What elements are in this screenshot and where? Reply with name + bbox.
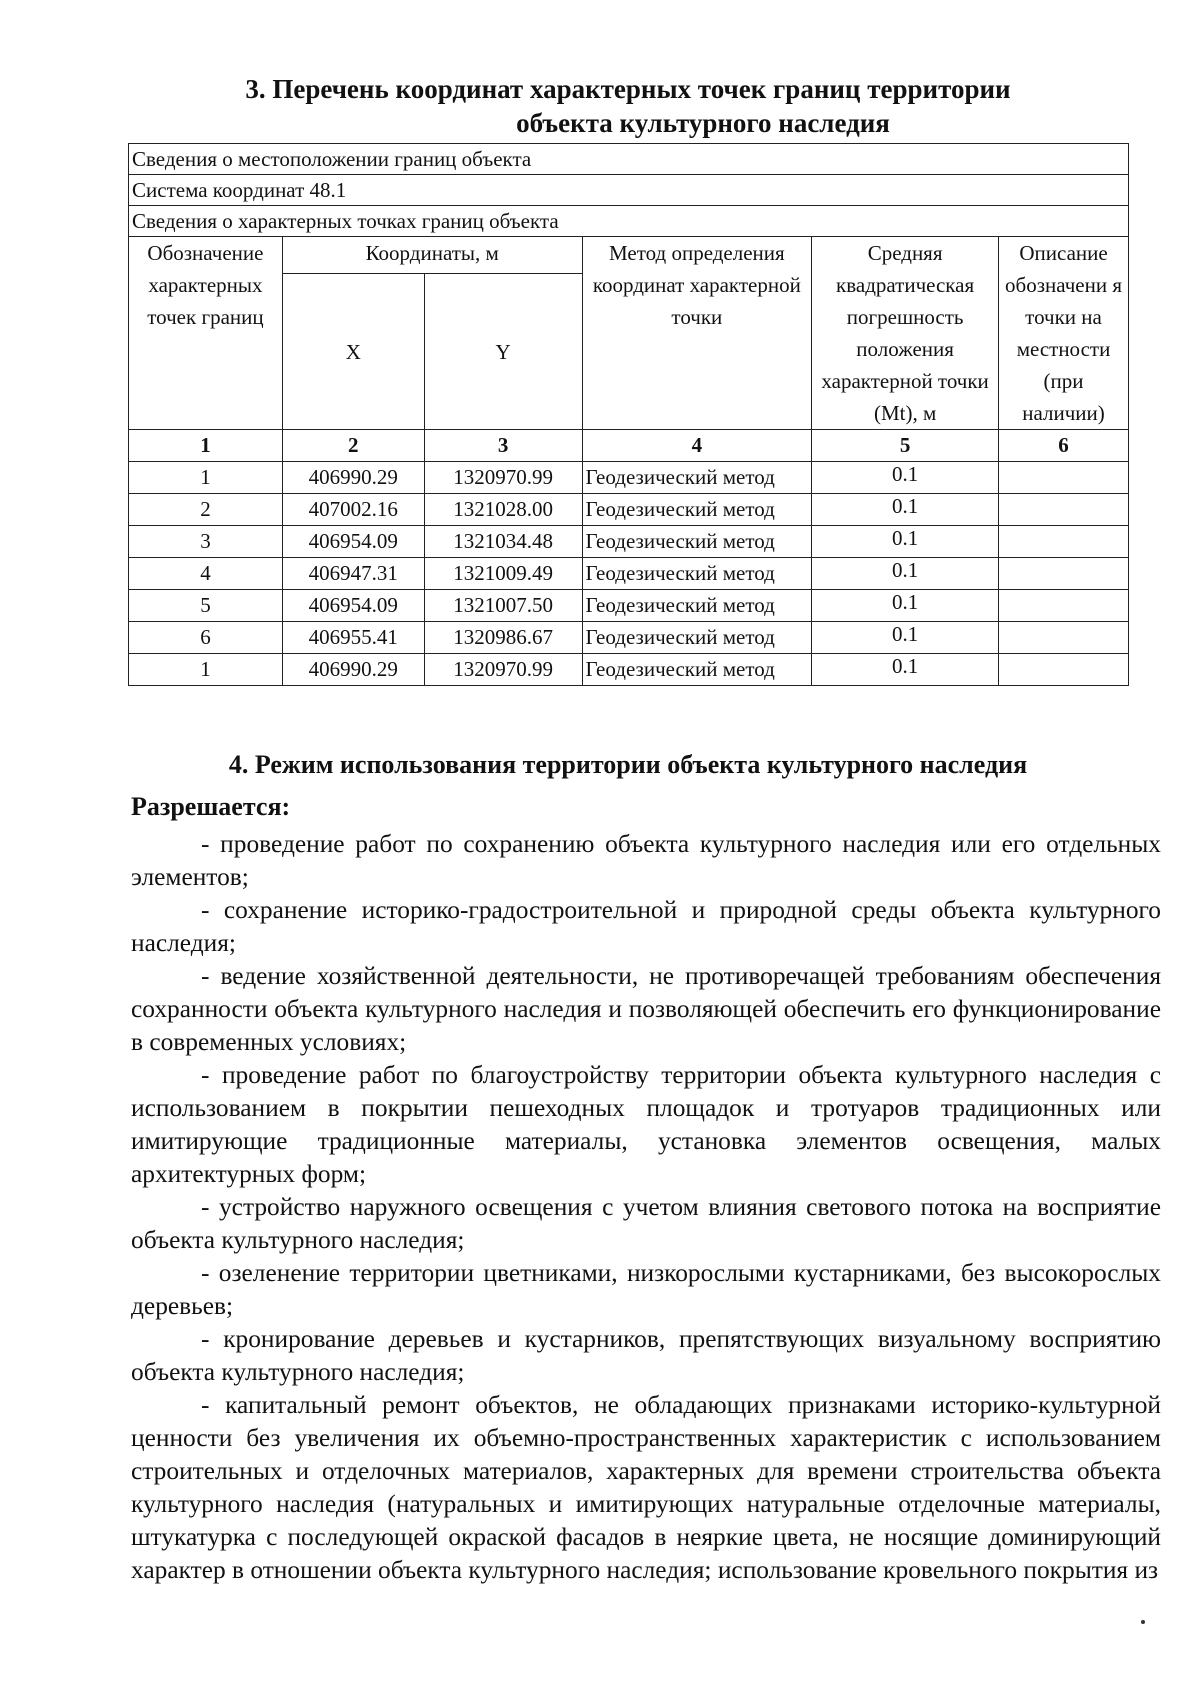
point-cell: 1 [129, 462, 283, 494]
list-item: - озеленение территории цветниками, низкорослыми кустарниками, без высокорослых деревьев; [131, 1259, 1161, 1320]
column-number: 4 [582, 430, 812, 462]
scan-speck [1141, 1620, 1145, 1624]
point-cell: 1 [129, 654, 283, 686]
table-row [129, 590, 1129, 622]
allowed-label: Разрешается: [131, 792, 291, 821]
y-cell: 1320970.99 [424, 462, 582, 494]
x-cell: 406990.29 [282, 654, 424, 686]
description-cell [999, 526, 1129, 558]
accuracy-cell: 0.1 [812, 526, 999, 558]
column-number: 3 [424, 430, 582, 462]
accuracy-cell: 0.1 [812, 622, 999, 654]
description-cell [999, 654, 1129, 686]
description-cell [999, 494, 1129, 526]
x-cell: 406954.09 [282, 590, 424, 622]
table-row [129, 494, 1129, 526]
row-coordinate-system: Система координат 48.1 [129, 175, 1129, 206]
point-cell: 3 [129, 526, 283, 558]
accuracy-cell: 0.1 [812, 590, 999, 622]
y-cell: 1321028.00 [424, 494, 582, 526]
x-cell: 406990.29 [282, 462, 424, 494]
column-number: 5 [812, 430, 999, 462]
column-number: 1 [129, 430, 283, 462]
list-item: - сохранение историко-градостроительной и природной среды объекта культурного наследия; [131, 896, 1161, 957]
y-cell: 1320970.99 [424, 654, 582, 686]
method-cell: Геодезический метод [582, 558, 812, 590]
header-y: Y [424, 274, 582, 430]
column-number: 2 [282, 430, 424, 462]
y-cell: 1321007.50 [424, 590, 582, 622]
table-row [129, 622, 1129, 654]
list-item: - проведение работ по сохранению объекта культурного наследия или его отдельных элементов; [131, 830, 1161, 891]
list-item: - устройство наружного освещения с учетом влияния светового потока на восприятие объекта культурного наследия; [131, 1193, 1161, 1254]
x-cell: 406954.09 [282, 526, 424, 558]
method-cell: Геодезический метод [582, 622, 812, 654]
table-row [129, 558, 1129, 590]
section-3-title [128, 72, 1128, 140]
x-cell: 406955.41 [282, 622, 424, 654]
header-x: X [282, 274, 424, 430]
point-cell: 2 [129, 494, 283, 526]
point-cell: 4 [129, 558, 283, 590]
point-cell: 5 [129, 590, 283, 622]
header-method: Метод определения координат характерной точки [582, 237, 812, 430]
method-cell: Геодезический метод [582, 462, 812, 494]
list-item: - капитальный ремонт объектов, не обладающих признаками историко-культурной ценности без увеличения их объемно-пространственных характеристик с использованием строительных и отделочных материалов, характерных для времени строительства объекта культурного наследия (натуральных и имитирующих натуральные отделочные материалы, штукатурка с последующей окраской фасадов в неяркие цвета, не носящие доминирующий характер в отношении объекта культурного наследия; использование кровельного покрытия из [131, 1391, 1161, 1584]
allowed-list [131, 828, 1161, 1587]
coordinates-table [128, 143, 1129, 686]
method-cell: Геодезический метод [582, 494, 812, 526]
list-item: - кронирование деревьев и кустарников, препятствующих визуальному восприятию объекта культурного наследия; [131, 1325, 1161, 1386]
row-location-info: Сведения о местоположении границ объекта [129, 144, 1129, 175]
row-points-info: Сведения о характерных точках границ объекта [129, 206, 1129, 237]
header-designation: Обозначение характерных точек границ [129, 237, 283, 430]
method-cell: Геодезический метод [582, 654, 812, 686]
x-cell: 407002.16 [282, 494, 424, 526]
list-item: - проведение работ по благоустройству территории объекта культурного наследия с использованием в покрытии пешеходных площадок и тротуаров традиционных или имитирующие традиционные материалы, установка элементов освещения, малых архитектурных форм; [131, 1061, 1161, 1188]
section-3-title-line-1: 3. Перечень координат характерных точек границ территории [245, 74, 1011, 104]
y-cell: 1321009.49 [424, 558, 582, 590]
header-description: Описание обозначени я точки на местности (при наличии) [999, 237, 1129, 430]
method-cell: Геодезический метод [582, 590, 812, 622]
column-numbers-row [129, 430, 1129, 462]
point-cell: 6 [129, 622, 283, 654]
header-accuracy: Средняя квадратическая погрешность положения характерной точки (Mt), м [812, 237, 999, 430]
accuracy-cell: 0.1 [812, 494, 999, 526]
description-cell [999, 462, 1129, 494]
method-cell: Геодезический метод [582, 526, 812, 558]
description-cell [999, 590, 1129, 622]
y-cell: 1320986.67 [424, 622, 582, 654]
description-cell [999, 622, 1129, 654]
accuracy-cell: 0.1 [812, 462, 999, 494]
header-coordinates: Координаты, м [282, 237, 582, 274]
table-row [129, 526, 1129, 558]
description-cell [999, 558, 1129, 590]
y-cell: 1321034.48 [424, 526, 582, 558]
section-4-title: 4. Режим использования территории объекта культурного наследия [228, 750, 1028, 779]
table-row [129, 462, 1129, 494]
x-cell: 406947.31 [282, 558, 424, 590]
section-3-title-line-2: объекта культурного наследия [516, 108, 890, 138]
accuracy-cell: 0.1 [812, 558, 999, 590]
column-number: 6 [999, 430, 1129, 462]
table-row [129, 654, 1129, 686]
accuracy-cell: 0.1 [812, 654, 999, 686]
list-item: - ведение хозяйственной деятельности, не противоречащей требованиям обеспечения сохранности объекта культурного наследия и позволяющей обеспечить его функционирование в современных условиях; [131, 962, 1161, 1056]
